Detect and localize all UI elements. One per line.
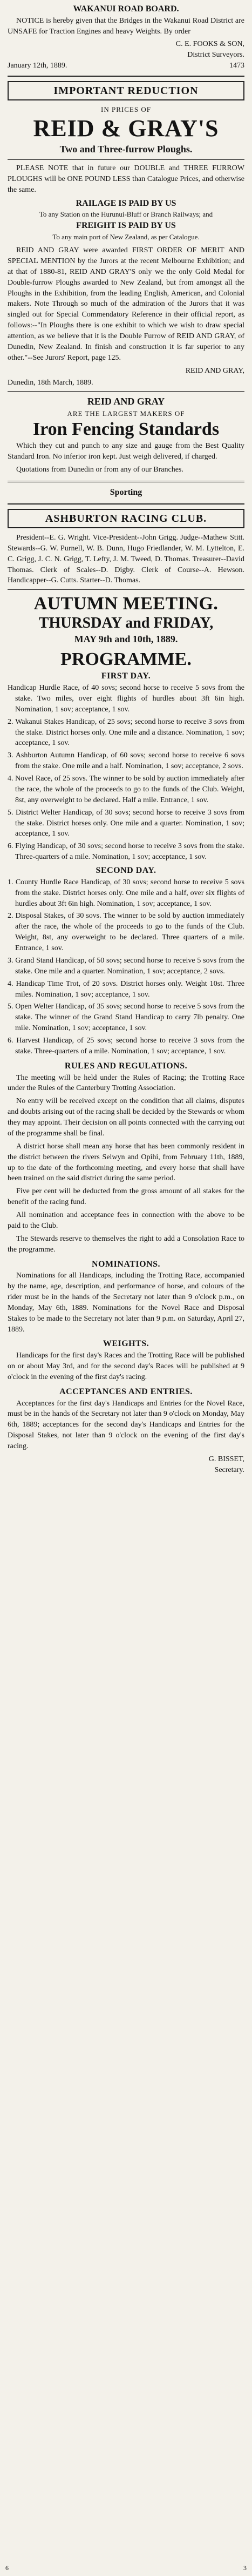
fencing-title: Iron Fencing Standards [32, 419, 220, 440]
sporting-heading: Sporting [110, 487, 142, 497]
board-notice-text: NOTICE is hereby given that the Bridges in the Wakanui Road District are UNSAFE for Traction Engines and heavy Weights. By order [8, 16, 244, 36]
rule-paragraph: The meeting will be held under the Rules of Racing; the Trotting Race under the Rules of the Canterbury Trotting Association. [8, 1073, 244, 1093]
reid-gray-ad [8, 81, 244, 475]
fencing-body: Which they cut and punch to any size and gauge from the Best Quality Standard Iron. No inferior iron kept. Just weigh delivered, if charged. [8, 442, 244, 461]
second-day-heading: SECOND DAY. [96, 866, 156, 876]
race-item: 5. Open Welter Handicap, of 35 sovs; second horse to receive 5 sovs from the stake. The winner of the Grand Stand Handicap to carry 7lb penalty. One mile. Nomination, 1 sov; acceptance, 1 sov. [8, 1003, 244, 1033]
divider [8, 76, 244, 77]
race-item: 2. Disposal Stakes, of 30 sovs. The winner to be sold by auction immediately after the race, the whole of the proceeds to go to the funds of the Club. Weight, 8st, any overweight to be declared. Three quarters of a mile. Entrance, 1 sov. [8, 912, 244, 953]
meeting-dates: MAY 9th and 10th, 1889. [74, 634, 178, 645]
rules-list [8, 1073, 244, 1255]
race-item: 5. District Welter Handicap, of 30 sovs; second horse to receive 3 sovs from the stake. District horses only. One mile and a quarter. Nomination, 1 sov; acceptance, 1 sov. [8, 808, 244, 838]
race-item: 4. Novel Race, of 25 sovs. The winner to be sold by auction immediately after the race, the whole of the proceeds to go to the funds of the Club. Weight, 8st, any overweight to be declared. Half a mile. Entrance, 1 sov. [8, 775, 244, 804]
reid-brand-2: REID AND GRAY [87, 396, 165, 407]
page-footer [0, 2564, 252, 2573]
secretary-name: G. BISSET, [208, 1455, 244, 1463]
race-item: 3. Grand Stand Handicap, of 50 sovs; second horse to receive 5 sovs from the stake. One mile and a quarter. Nomination, 1 sov; acceptance, 2 sovs. [8, 956, 244, 976]
content-column [8, 3, 244, 1476]
board-sig-row [8, 60, 244, 71]
programme-title: PROGRAMME. [60, 649, 192, 669]
footer-right: 3 [243, 2564, 247, 2572]
reid-sign-date: Dunedin, 18th March, 1889. [8, 378, 93, 387]
ploughs-title: Two and Three-furrow Ploughs. [59, 143, 193, 154]
acceptances-text: Acceptances for the first day's Handicaps and Entries for the Novel Race, must be in the hands of the Secretary not later than 9 o'clock on Monday, May 6th, 1889; acceptances for the second day's Handicaps and Entries for the Disposal Stakes, not later than 9 o'clock on the evening of the first day's racing. [8, 1399, 244, 1451]
freight-heading: FREIGHT IS PAID BY US [76, 220, 176, 230]
rule-paragraph: The Stewards reserve to themselves the right to add a Consolation Race to the programme. [8, 1234, 244, 1254]
meeting-days: THURSDAY and FRIDAY, [38, 615, 214, 632]
footer-left: 6 [5, 2564, 9, 2572]
club-name: ASHBURTON RACING CLUB. [8, 509, 244, 528]
largest-makers: ARE THE LARGEST MAKERS OF [67, 409, 185, 418]
freight-detail: To any main port of New Zealand, as per Catalogue. [52, 232, 200, 241]
reduction-headline: IMPORTANT REDUCTION [8, 81, 244, 100]
divider [8, 391, 244, 392]
race-item: 1. County Hurdle Race Handicap, of 30 sovs; second horse to receive 5 sovs from the stake. District horses only. One mile and a half, over six flights of hurdles about 3ft 6in high. Nomination, 1 sov; acceptance, 1 sov. [8, 878, 244, 908]
race-item: 2. Wakanui Stakes Handicap, of 25 sovs; second horse to receive 3 sovs from the stake. District horses only. One mile and a distance. Nomination, 1 sov; acceptance, 1 sov. [8, 717, 244, 748]
in-prices: IN PRICES OF [101, 105, 151, 114]
race-item: 4. Handicap Time Trot, of 20 sovs. District horses only. Weight 10st. Three miles. Nomination, 1 sov; acceptance, 1 sov. [8, 979, 244, 999]
race-item: Handicap Hurdle Race, of 40 sovs; second horse to receive 5 sovs from the stake. Two miles, over eight flights of hurdles about 3ft 6in high. Nomination, 1 sov; acceptance, 1 sov. [8, 684, 244, 714]
award-text: REID AND GRAY were awarded FIRST ORDER OF MERIT AND SPECIAL MENTION by the Jurors at the recent Melbourne Exhibition; and at that of 1880-81, REID AND GRAY'S only we the only Gold Medal for Double-furrow Ploughs awarded to New Zealand, but from amongst all the Ploughs in the Exhibition, from the leading English, American, and Colonial makers. Note Through so much of the admiration of the Jurors that it was singled out for Special Commendatory Reference in their official report, as follows:--"In Ploughs there is one exhibit to which we wish to draw special attention, as we believe that it is the Double Furrow of REID AND GRAY, of Dunedin, New Zealand. In finish and construction it is far superior to any other."--See Jurors' Report, page 125. [8, 246, 244, 362]
railage-detail: To any Station on the Hurunui-Bluff or Branch Railways; and [39, 210, 213, 219]
rule-paragraph: All nomination and acceptance fees in connection with the above to be paid to the Club. [8, 1211, 244, 1230]
divider [8, 481, 244, 482]
ploughs-body: PLEASE NOTE that in future our DOUBLE and THREE FURROW PLOUGHS will be ONE POUND LESS than Catalogue Prices, and otherwise the same. [8, 164, 244, 194]
board-role: District Surveyors. [187, 51, 244, 59]
race-item: 6. Harvest Handicap, of 25 sovs; second horse to receive 3 sovs from the stake. Three-quarters of a mile. Nomination, 1 sov; acceptance, 1 sov. [8, 1037, 244, 1055]
nominations-text: Nominations for all Handicaps, including the Trotting Race, accompanied by the name, age, description, and performance of horse, and colours of the rider must be in the hands of the Secretary not later than 9 o'clock p.m., on Monday, May 6th, 1889. Nominations for the Novel Race and Disposal Stakes to be made to the Secretary not later than 9 p.m. on Saturday, April 27, 1889. [8, 1272, 244, 1334]
rule-paragraph: Five per cent will be deducted from the gross amount of all stakes for the benefit of the racing fund. [8, 1187, 244, 1207]
acceptances-heading: ACCEPTANCES AND ENTRIES. [59, 1387, 193, 1396]
first-day-heading: FIRST DAY. [101, 671, 151, 681]
divider [8, 503, 244, 505]
meeting-title: AUTUMN MEETING. [33, 594, 219, 614]
rule-paragraph: No entry will be received except on the condition that all claims, disputes and doubts arising out of the racing shall be decided by the Stewards or whom they may appoint. Their decision on all points connected with the carrying out of the programme shall be final. [8, 1097, 244, 1138]
reid-gray-brand: REID & GRAY'S [33, 115, 219, 142]
racing-club [8, 509, 244, 1476]
weights-heading: WEIGHTS. [103, 1339, 149, 1349]
weights-text: Handicaps for the first day's Races and the Trotting Race will be published on or about May 3rd, and for the second day's Races will be published at 9 o'clock in the evening of the first day's racing. [8, 1351, 244, 1381]
nominations-heading: NOMINATIONS. [91, 1259, 161, 1269]
race-item: 3. Ashburton Autumn Handicap, of 60 sovs; second horse to receive 6 sovs from the stake. One mile and a half. Nomination, 1 sov; acceptance, 2 sovs. [8, 751, 244, 771]
divider [8, 159, 244, 160]
secretary-role: Secretary. [214, 1465, 244, 1474]
board-signatory: C. E. FOOKS & SON, [175, 40, 244, 49]
divider [8, 589, 244, 590]
road-board-notice [8, 3, 244, 71]
first-day-list [8, 683, 244, 863]
quotations: Quotations from Dunedin or from any of our Branches. [16, 465, 183, 474]
reid-sign: REID AND GRAY, [185, 366, 244, 375]
race-item: 6. Flying Handicap, of 30 sovs; second horse to receive 3 sovs from the stake. Three-quarters of a mile. Nomination, 1 sov; acceptance, 1 sov. [8, 842, 244, 862]
second-day-list [8, 877, 244, 1057]
rules-heading: RULES AND REGULATIONS. [64, 1061, 188, 1071]
board-date: January 12th, 1889. [8, 62, 67, 70]
board-ref: 1473 [229, 62, 244, 70]
railage-heading: RAILAGE IS PAID BY US [76, 198, 176, 208]
rule-paragraph: A district horse shall mean any horse that has been commonly resident in the district between the rivers Selwyn and Opihi, from February 11th, 1889, up to the date of the forthcoming meeting, and every horse that shall have been trained on the said district during the same period. [8, 1142, 244, 1183]
board-title: WAKANUI ROAD BOARD. [73, 4, 179, 14]
club-officers: President--E. G. Wright. Vice-President--John Grigg. Judge--Mathew Stitt. Stewards--G. W. Purnell, W. B. Dunn, Hugo Friedlander, W. M. Lyttelton, E. C. Grigg, J. C. N. Grigg, T. Lefty, J. M. Tweed, D. Thomas. Treasurer--David Thomas. Clerk of Scales--D. Digby. Clerk of Course--A. Hewson. Handicapper--G. Cutts. Starter--D. Thomas. [8, 533, 244, 585]
